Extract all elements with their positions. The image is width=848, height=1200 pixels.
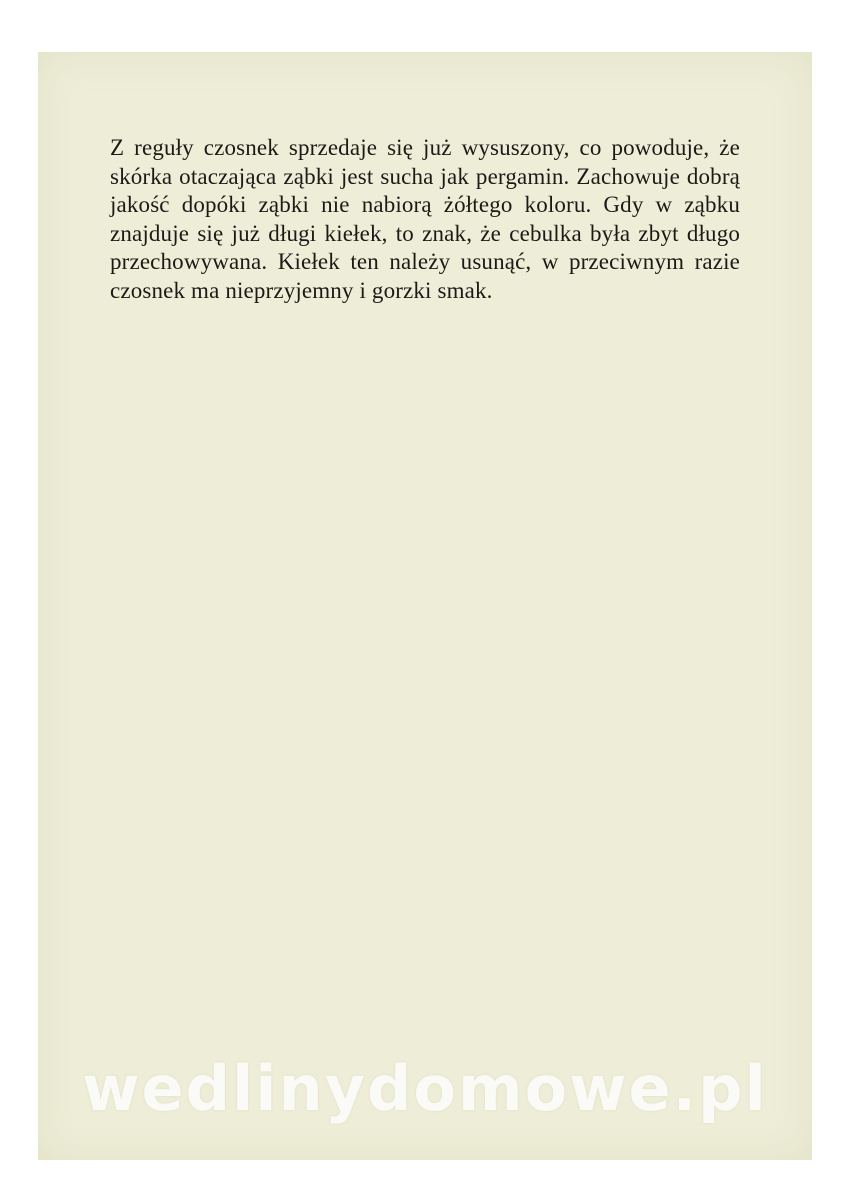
document-page	[38, 52, 812, 1160]
body-paragraph: Z reguły czosnek sprzedaje się już wysuszony, co powoduje, że skórka otaczająca ząbki jest sucha jak pergamin. Zachowuje dobrą jakość dopóki ząbki nie nabiorą żółtego koloru. Gdy w ząbku znajduje się już długi kiełek, to znak, że cebulka była zbyt długo przechowywana. Kiełek ten należy usunąć, w przeciwnym razie czosnek ma nieprzyjemny i gorzki smak.	[110, 135, 740, 303]
site-watermark: wedlinydomowe.pl	[82, 1052, 768, 1125]
